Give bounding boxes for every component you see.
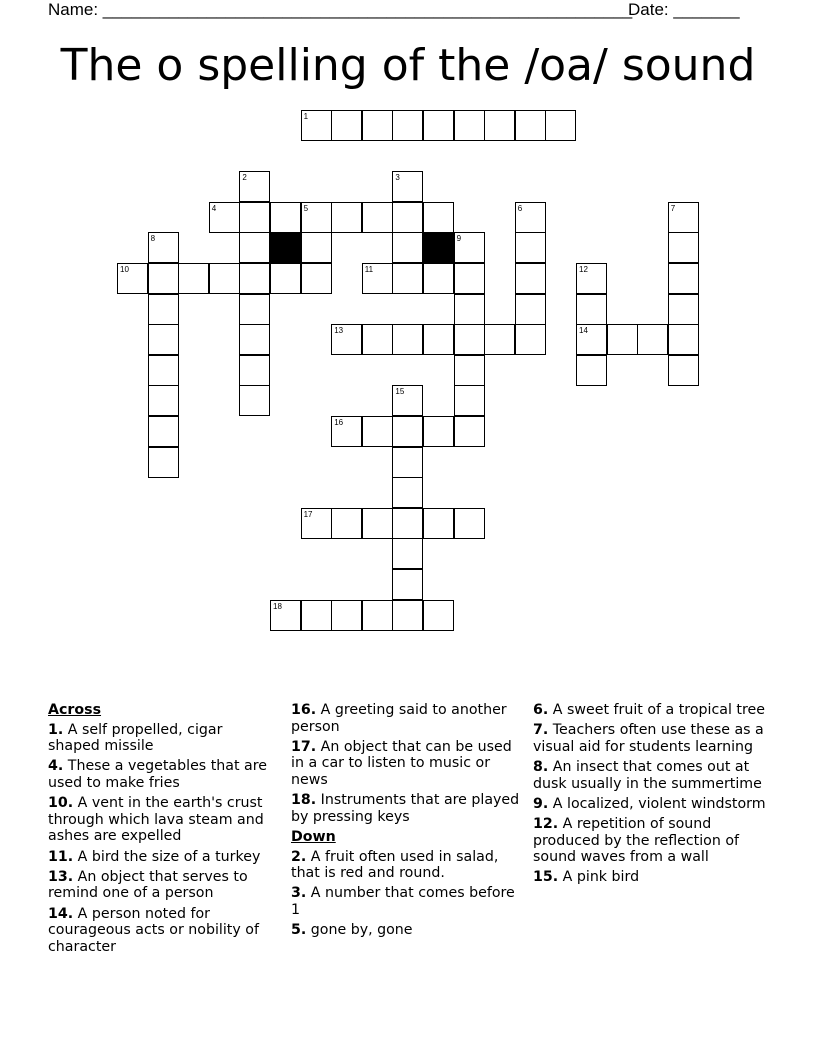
clue-down-9 <box>533 796 769 813</box>
crossword-cell[interactable] <box>239 263 270 294</box>
crossword-cell[interactable] <box>148 385 179 416</box>
crossword-cell[interactable] <box>178 263 209 294</box>
crossword-cell[interactable] <box>454 355 485 386</box>
crossword-cell[interactable] <box>515 294 546 325</box>
crossword-cell[interactable] <box>148 447 179 478</box>
crossword-cell[interactable] <box>362 110 393 141</box>
clue-down-7 <box>533 722 769 755</box>
crossword-cell[interactable] <box>607 324 638 355</box>
crossword-cell[interactable] <box>209 263 240 294</box>
cell-number: 9 <box>456 234 462 244</box>
clue-across-1 <box>48 722 278 755</box>
clue-number: 2. <box>291 848 307 865</box>
cell-number: 11 <box>364 265 374 274</box>
clue-number: 9. <box>533 795 549 812</box>
crossword-cell[interactable] <box>423 202 454 233</box>
crossword-cell[interactable] <box>454 232 485 263</box>
crossword-cell[interactable] <box>239 232 270 263</box>
clue-number: 18. <box>291 792 317 809</box>
clue-text: Instruments that are played by pressing keys <box>291 792 520 825</box>
crossword-cell[interactable] <box>484 110 515 141</box>
name-field-label: Name: ________________________________________________________ <box>48 0 633 19</box>
cell-number: 3 <box>395 173 400 183</box>
crossword-cell[interactable] <box>239 171 270 202</box>
crossword-cell[interactable] <box>576 355 607 386</box>
clue-across-17 <box>291 739 527 789</box>
crossword-cell[interactable] <box>392 416 423 447</box>
shaded-square <box>270 232 301 263</box>
crossword-cell[interactable] <box>515 110 546 141</box>
clue-number: 8. <box>533 758 549 775</box>
date-field-label: Date: _______ <box>628 0 740 19</box>
clue-number: 13. <box>48 868 74 885</box>
clue-text: An insect that comes out at dusk usually in the summertime <box>533 758 762 792</box>
clue-number: 16. <box>291 702 317 718</box>
crossword-cell[interactable] <box>239 202 270 233</box>
clue-text: A person noted for courageous acts or nobility of character <box>48 905 259 955</box>
clue-number: 3. <box>291 885 307 902</box>
crossword-cell[interactable] <box>148 232 179 263</box>
clue-text: An object that can be used in a car to listen to music or news <box>291 738 512 788</box>
crossword-cell[interactable] <box>454 263 485 294</box>
clue-across-11 <box>48 849 278 866</box>
clue-down-8 <box>533 759 769 792</box>
down-heading: Down <box>291 828 336 845</box>
crossword-cell[interactable] <box>392 324 423 355</box>
clue-across-4 <box>48 758 278 791</box>
crossword-cell[interactable] <box>668 324 699 355</box>
crossword-cell[interactable] <box>331 110 362 141</box>
crossword-cell[interactable] <box>392 508 423 539</box>
cell-number: 4 <box>211 203 217 213</box>
crossword-cell[interactable] <box>270 202 301 233</box>
crossword-cell[interactable] <box>209 202 240 233</box>
clue-text: A self propelled, cigar shaped missile <box>48 721 223 755</box>
clue-number: 4. <box>48 758 64 775</box>
crossword-cell[interactable] <box>301 110 332 141</box>
crossword-cell[interactable] <box>392 538 423 569</box>
crossword-cell[interactable] <box>484 324 515 355</box>
cell-number: 1 <box>303 112 309 121</box>
clue-across-16 <box>291 702 527 735</box>
crossword-cell[interactable] <box>331 600 362 631</box>
crossword-cell[interactable] <box>239 324 270 355</box>
clue-down-12 <box>533 816 769 866</box>
clues-column-1 <box>48 702 278 959</box>
crossword-cell[interactable] <box>423 600 454 631</box>
clue-text: A fruit often used in salad, that is red and round. <box>291 848 499 882</box>
crossword-cell[interactable] <box>423 324 454 355</box>
cell-number: 2 <box>242 173 247 183</box>
crossword-cell[interactable] <box>270 263 301 294</box>
clue-number: 6. <box>533 702 549 718</box>
crossword-cell[interactable] <box>148 324 179 355</box>
clue-across-14 <box>48 906 278 956</box>
crossword-cell[interactable] <box>515 232 546 263</box>
crossword-cell[interactable] <box>270 600 301 631</box>
clue-text: A greeting said to another person <box>291 702 507 735</box>
clue-down-2 <box>291 849 527 882</box>
crossword-cell[interactable] <box>301 263 332 294</box>
crossword-cell[interactable] <box>454 385 485 416</box>
clue-number: 14. <box>48 905 74 922</box>
clue-text: A bird the size of a turkey <box>77 848 261 865</box>
crossword-cell[interactable] <box>148 263 179 294</box>
clues-column-3 <box>533 702 769 890</box>
crossword-cell[interactable] <box>362 416 393 447</box>
crossword-cell[interactable] <box>392 232 423 263</box>
crossword-cell[interactable] <box>668 294 699 325</box>
clue-down-6 <box>533 702 769 719</box>
crossword-cell[interactable] <box>301 600 332 631</box>
cell-number: 6 <box>517 203 523 213</box>
cell-number: 17 <box>303 509 313 519</box>
cell-number: 16 <box>334 418 344 427</box>
clue-number: 1. <box>48 721 64 738</box>
cell-number: 14 <box>579 326 588 336</box>
crossword-cell[interactable] <box>117 263 148 294</box>
crossword-cell[interactable] <box>392 385 423 416</box>
clue-text: Teachers often use these as a visual aid for students learning <box>533 722 764 755</box>
clue-text: gone by, gone <box>310 922 413 939</box>
crossword-cell[interactable] <box>454 416 485 447</box>
clue-across-18 <box>291 792 527 825</box>
crossword-cell[interactable] <box>637 324 668 355</box>
clue-text: A sweet fruit of a tropical tree <box>552 702 765 718</box>
crossword-cell[interactable] <box>668 355 699 386</box>
crossword-cell[interactable] <box>454 110 485 141</box>
crossword-cell[interactable] <box>392 110 423 141</box>
crossword-cell[interactable] <box>392 477 423 508</box>
cell-number: 12 <box>579 265 588 274</box>
crossword-cell[interactable] <box>392 569 423 600</box>
crossword-cell[interactable] <box>331 416 362 447</box>
crossword-cell[interactable] <box>301 232 332 263</box>
crossword-cell[interactable] <box>545 110 576 141</box>
clue-number: 15. <box>533 869 559 886</box>
crossword-cell[interactable] <box>239 385 270 416</box>
cell-number: 8 <box>150 234 156 244</box>
crossword-cell[interactable] <box>668 232 699 263</box>
clue-number: 5. <box>291 922 307 939</box>
crossword-cell[interactable] <box>362 263 393 294</box>
clue-down-3 <box>291 885 527 918</box>
crossword-cell[interactable] <box>392 447 423 478</box>
crossword-cell[interactable] <box>423 508 454 539</box>
clue-across-10 <box>48 795 278 845</box>
clue-down-15 <box>533 869 769 886</box>
crossword-cell[interactable] <box>331 202 362 233</box>
crossword-cell[interactable] <box>392 263 423 294</box>
clue-number: 17. <box>291 738 317 755</box>
crossword-cell[interactable] <box>392 202 423 233</box>
cell-number: 5 <box>303 203 309 213</box>
crossword-cell[interactable] <box>362 324 393 355</box>
crossword-cell[interactable] <box>331 324 362 355</box>
crossword-cell[interactable] <box>576 324 607 355</box>
crossword-cell[interactable] <box>576 263 607 294</box>
crossword-cell[interactable] <box>454 324 485 355</box>
crossword-cell[interactable] <box>423 416 454 447</box>
crossword-cell[interactable] <box>668 263 699 294</box>
crossword-cell[interactable] <box>392 171 423 202</box>
crossword-cell[interactable] <box>331 508 362 539</box>
clue-number: 7. <box>533 722 549 739</box>
clue-text: These a vegetables that are used to make fries <box>48 758 267 791</box>
crossword-cell[interactable] <box>301 202 332 233</box>
clue-text: A localized, violent windstorm <box>552 795 766 812</box>
crossword-cell[interactable] <box>423 110 454 141</box>
crossword-cell[interactable] <box>668 202 699 233</box>
crossword-cell[interactable] <box>392 600 423 631</box>
crossword-cell[interactable] <box>423 263 454 294</box>
clue-text: A number that comes before 1 <box>291 885 515 918</box>
cell-number: 10 <box>120 265 129 274</box>
crossword-cell[interactable] <box>301 508 332 539</box>
page-title: The o spelling of the /oa/ sound <box>60 40 756 91</box>
crossword-cell[interactable] <box>515 202 546 233</box>
crossword-cell[interactable] <box>454 508 485 539</box>
clues-column-2 <box>291 702 527 942</box>
crossword-cell[interactable] <box>148 355 179 386</box>
crossword-cell[interactable] <box>362 508 393 539</box>
cell-number: 18 <box>273 601 282 611</box>
clue-text: A vent in the earth's crust through which lava steam and ashes are expelled <box>48 795 264 845</box>
clue-text: An object that serves to remind one of a person <box>48 868 248 902</box>
cell-number: 13 <box>334 326 344 336</box>
clue-number: 10. <box>48 795 74 812</box>
cell-number: 7 <box>670 203 676 213</box>
clue-text: A repetition of sound produced by the reflection of sound waves from a wall <box>533 815 740 866</box>
crossword-cell[interactable] <box>148 416 179 447</box>
crossword-cell[interactable] <box>515 324 546 355</box>
cell-number: 15 <box>395 387 405 397</box>
crossword-cell[interactable] <box>454 294 485 325</box>
crossword-cell[interactable] <box>362 202 393 233</box>
clue-down-5 <box>291 922 527 939</box>
clue-number: 12. <box>533 815 559 832</box>
crossword-cell[interactable] <box>515 263 546 294</box>
crossword-cell[interactable] <box>362 600 393 631</box>
clue-text: A pink bird <box>562 869 640 886</box>
across-heading: Across <box>48 702 102 718</box>
crossword-cell[interactable] <box>239 294 270 325</box>
clue-across-13 <box>48 869 278 902</box>
shaded-square <box>423 232 454 263</box>
crossword-cell[interactable] <box>576 294 607 325</box>
clue-number: 11. <box>48 848 74 865</box>
crossword-cell[interactable] <box>239 355 270 386</box>
crossword-cell[interactable] <box>148 294 179 325</box>
